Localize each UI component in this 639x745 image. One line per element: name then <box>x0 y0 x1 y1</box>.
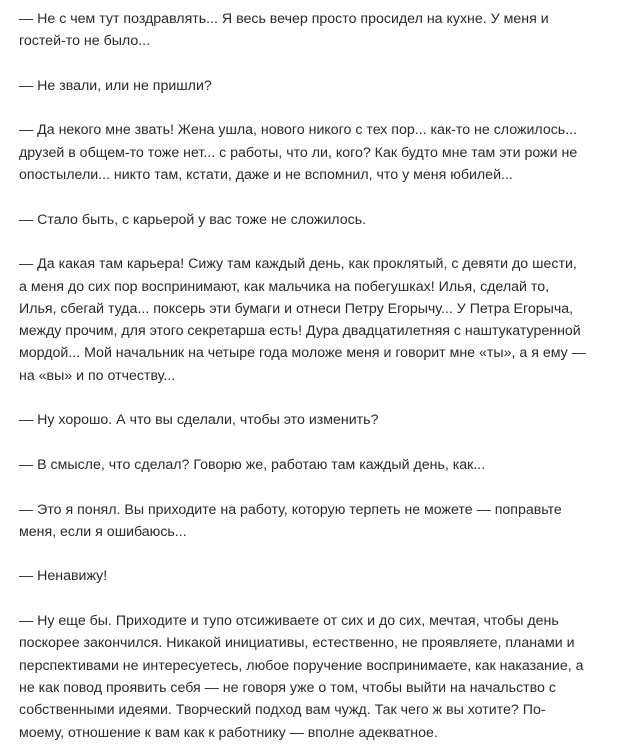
dialogue-paragraph: — Ну хорошо. А что вы сделали, чтобы это изменить? <box>19 412 379 429</box>
dialogue-paragraph: — Ненавижу! <box>19 568 108 585</box>
dialogue-paragraph: — Ну еще бы. Приходите и тупо отсиживаете от сих и до сих, мечтая, чтобы день поскорее закончился. Никакой инициативы, естественно, не проявляете, планами и перспективами не интересуетесь, любое поручение воспринимаете, как наказание, а не как повод проявить себя — не говоря уже о том, чтобы выйти на начальство с собственными идеями. Творческий подход вам чужд. Так чего ж вы хотите? По- моему, отношение к вам как к работнику — вполне адекватное. <box>19 613 584 741</box>
dialogue-paragraph: — Это я понял. Вы приходите на работу, которую терпеть не можете — поправьте меня, если я ошибаюсь... <box>19 501 562 540</box>
dialogue-paragraph: — Да некого мне звать! Жена ушла, нового никого с тех пор... как-то не сложилось... друзей в общем-то тоже нет... с работы, что ли, кого? Как будто мне там эти рожи не опостылели... никто там, кстати, даже и не вспомнил, что у меня юбилей... <box>19 122 578 184</box>
dialogue-paragraph: — Не с чем тут поздравлять... Я весь вечер просто просидел на кухне. У меня и гостей-то не было... <box>19 11 549 50</box>
dialogue-paragraph: — Не звали, или не пришли? <box>19 77 212 94</box>
dialogue-paragraph: — В смысле, что сделал? Говорю же, работаю там каждый день, как... <box>19 456 486 473</box>
dialogue-paragraph: — Да какая там карьера! Сижу там каждый день, как проклятый, с девяти до шести, а меня до сих пор воспринимают, как мальчика на побегушках! Илья, сделай то, Илья, сбегай туда... поксерь эти бумаги и отнеси Петру Егорычу... У Петра Егорыча, между прочим, для этого секретарша есть! Дура двадцатилетняя с наштукатуренной мордой... Мой начальник на четыре года моложе меня и говорит мне «ты», а я ему — на «вы» и по отчеству... <box>19 256 586 384</box>
dialogue-paragraph: — Стало быть, с карьерой у вас тоже не сложилось. <box>19 211 367 228</box>
